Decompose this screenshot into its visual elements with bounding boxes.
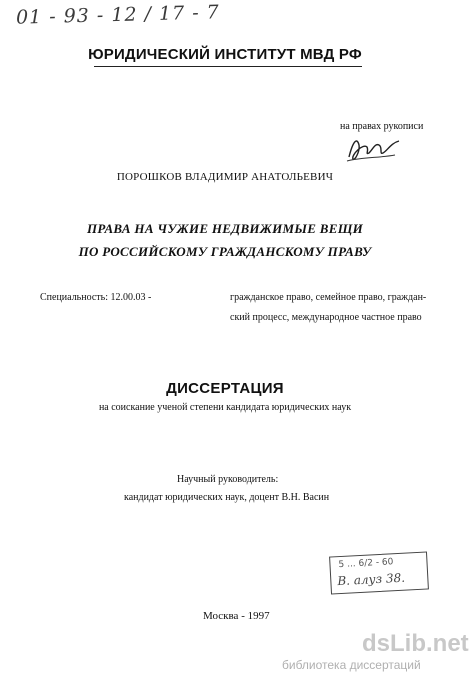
dissertation-heading: ДИССЕРТАЦИЯ <box>166 380 284 397</box>
specialty-label: Специальность: 12.00.03 - <box>40 292 152 303</box>
watermark-caption: библиотека диссертаций <box>282 658 421 672</box>
place-year: Москва - 1997 <box>203 610 270 622</box>
thesis-title-line2: ПО РОССИЙСКОМУ ГРАЖДАНСКОМУ ПРАВУ <box>78 244 372 259</box>
specialty-line1: гражданское право, семейное право, граждан- <box>230 292 427 303</box>
supervisor-label: Научный руководитель: <box>177 474 279 485</box>
stamp-handwriting: В. алуз 38. <box>337 570 406 589</box>
library-stamp <box>329 551 429 594</box>
dissertation-subtitle: на соискание ученой степени кандидата юридических наук <box>98 402 352 413</box>
handwritten-code: 01 - 93 - 12 / 17 - 7 <box>15 1 221 29</box>
supervisor-name: кандидат юридических наук, доцент В.Н. Васин <box>124 492 330 503</box>
specialty-line2: ский процесс, международное частное право <box>230 312 422 323</box>
institute-title: ЮРИДИЧЕСКИЙ ИНСТИТУТ МВД РФ <box>88 46 362 63</box>
stamp-code: 5 ... 6/2 - 60 <box>338 557 394 571</box>
author-name: ПОРОШКОВ ВЛАДИМИР АНАТОЛЬЕВИЧ <box>116 171 334 183</box>
signature-icon <box>343 131 403 167</box>
thesis-title-line1: ПРАВА НА ЧУЖИЕ НЕДВИЖИМЫЕ ВЕЩИ <box>86 221 364 236</box>
manuscript-note: на правах рукописи <box>340 121 424 132</box>
watermark-logo: dsLib.net <box>362 630 469 657</box>
title-underline <box>94 66 362 67</box>
